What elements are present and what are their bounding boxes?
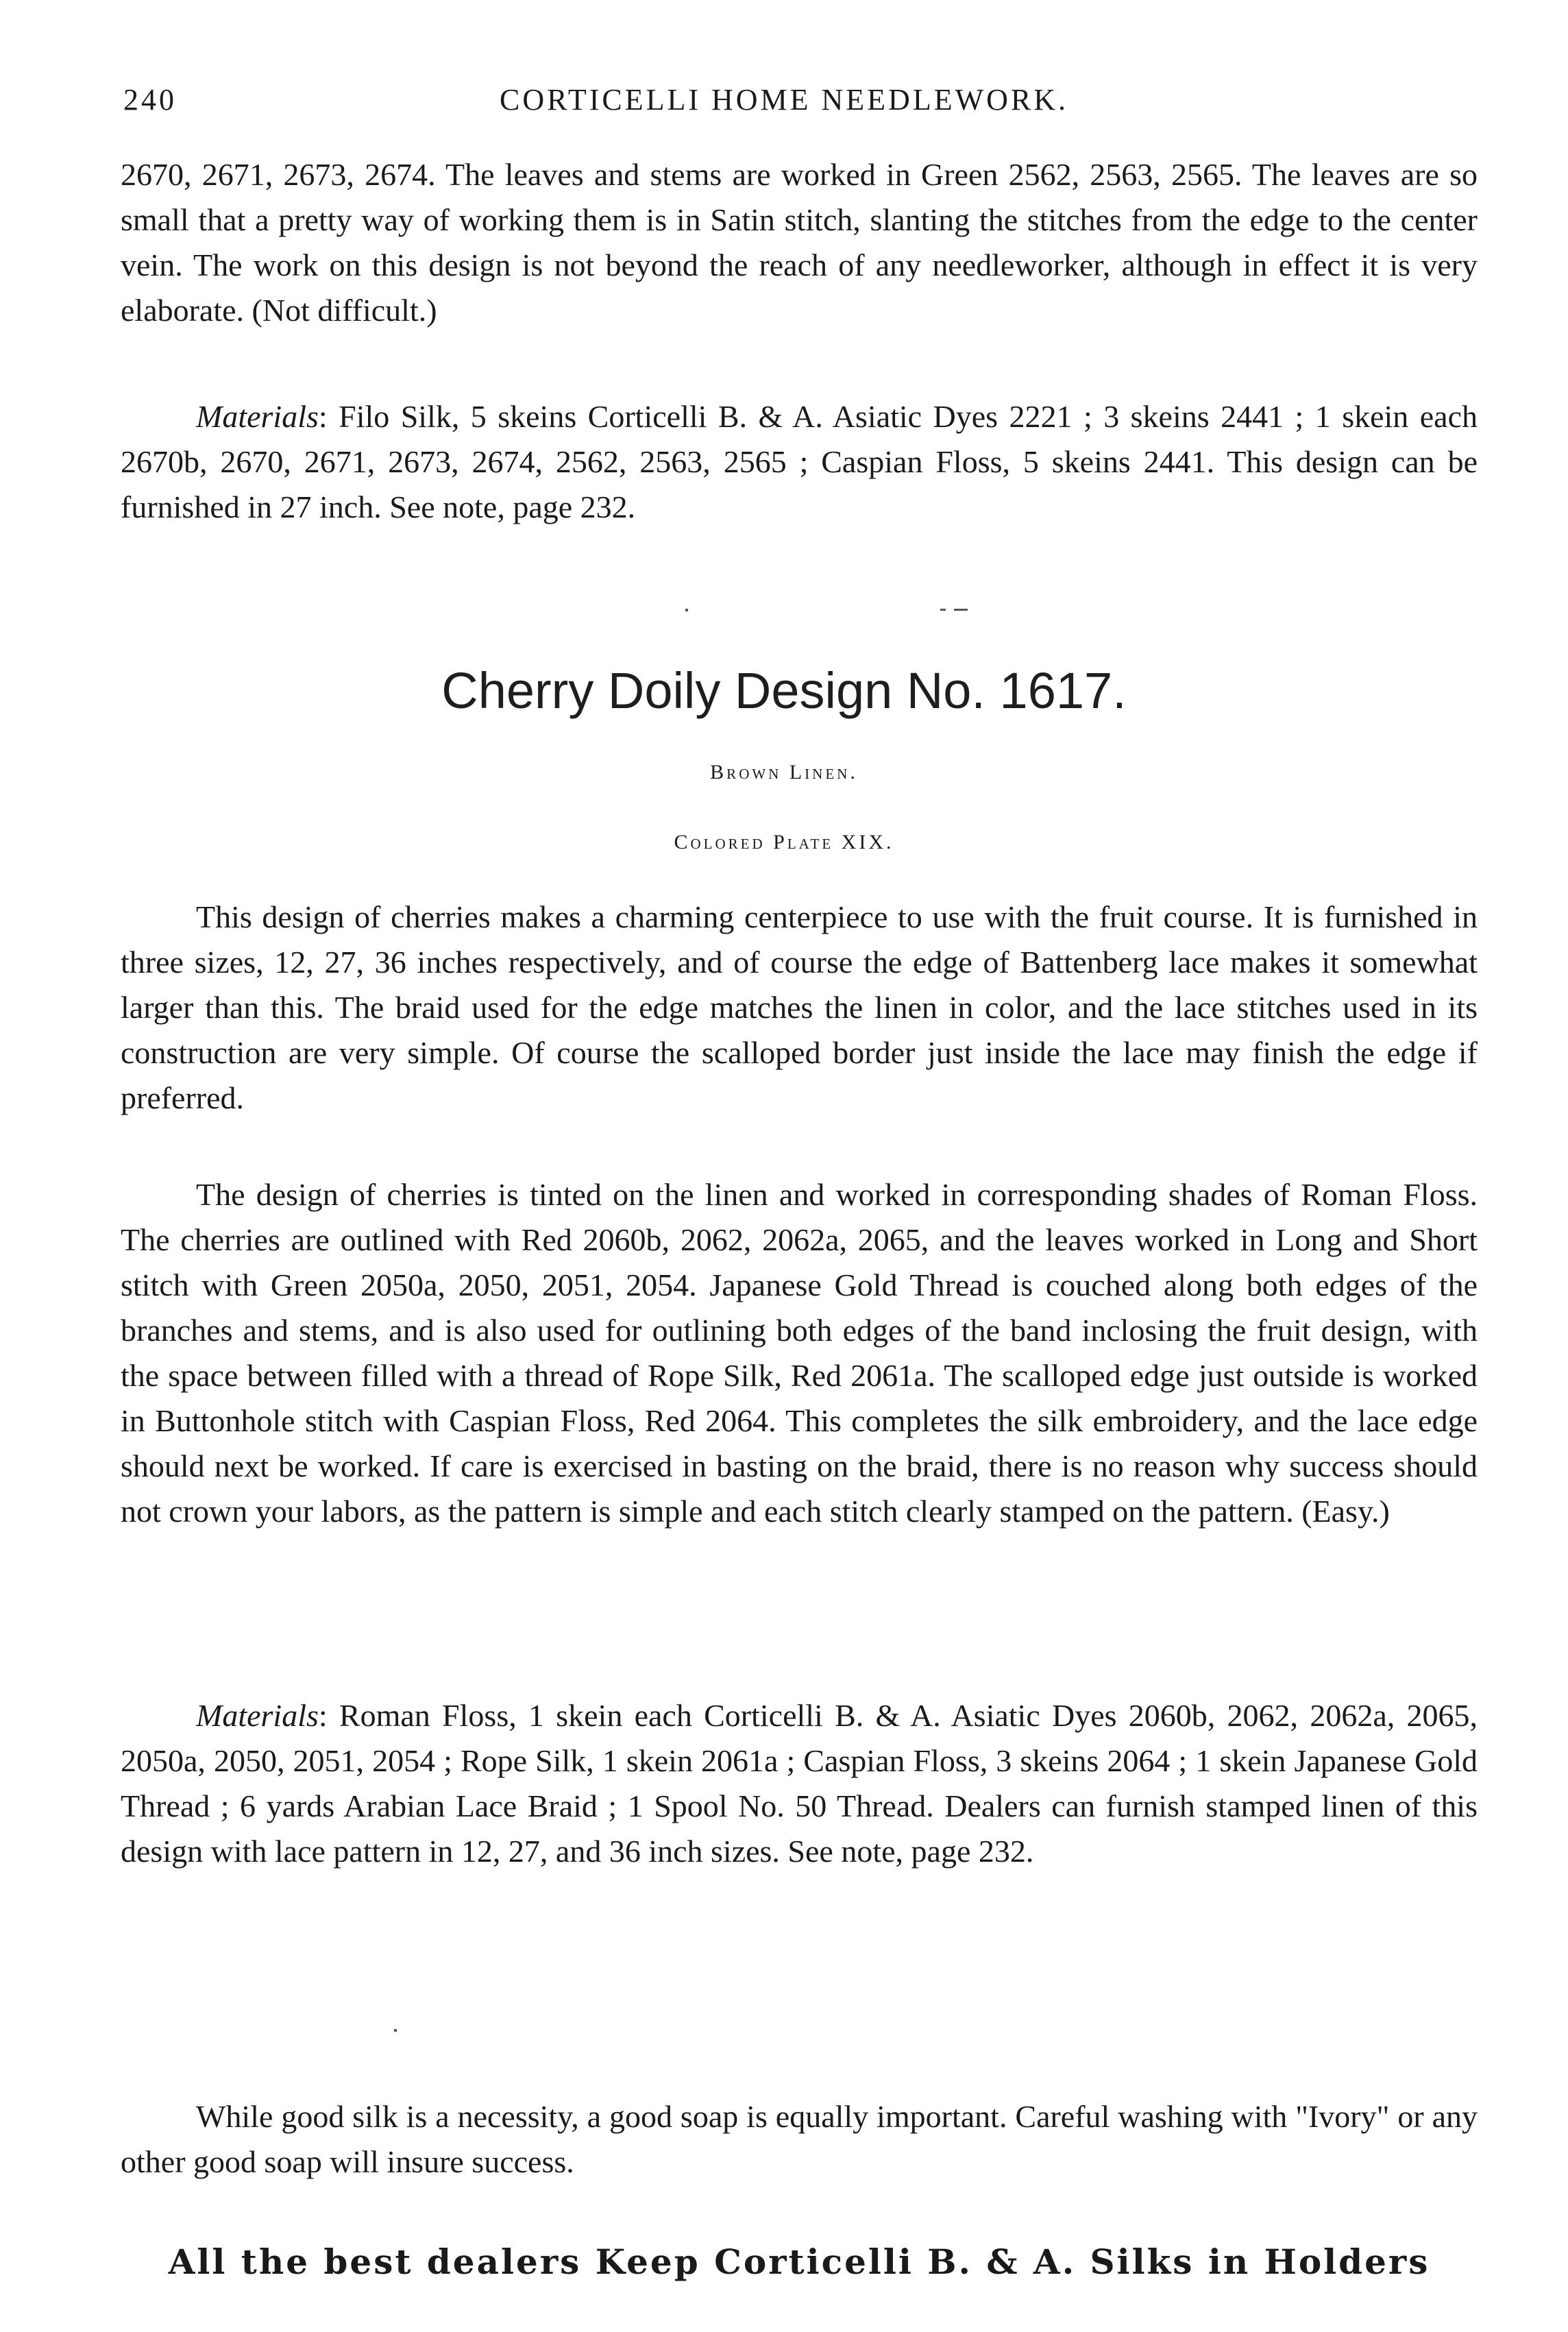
design-description-paragraph: This design of cherries makes a charming centerpiece to use with the fruit course. It is furnished in three sizes, 12, 27, 36 inches respectively, and of course the edge of Battenberg lace makes it somewhat larger than this. The braid used for the edge matches the linen in color, and the lace stitches used in its construction are very simple. Of course the scalloped border just inside the lace may finish the edge if preferred. xyxy=(121,899,1478,1115)
design-subtitle-plate: Colored Plate XIX. xyxy=(674,831,894,853)
soap-note-paragraph: While good silk is a necessity, a good soap is equally important. Careful washing with "Ivory" or any other good soap will insure success. xyxy=(121,2099,1478,2179)
materials-text-1: : Filo Silk, 5 skeins Corticelli B. & A. Asiatic Dyes 2221 ; 3 skeins 2441 ; 1 skein each 2670b, 2670, 2671, 2673, 2674, 2562, 2563, 2565 ; Caspian Floss, 5 skeins 2441. This design can be furnished in 27 inch. See note, page 232. xyxy=(121,399,1478,524)
design-title: Cherry Doily Design No. 1617. xyxy=(441,662,1127,719)
page-number: 240 xyxy=(123,83,177,117)
materials-text-2: : Roman Floss, 1 skein each Corticelli B. & A. Asiatic Dyes 2060b, 2062, 2062a, 2065, 2050a, 2050, 2051, 2054 ; Rope Silk, 1 skein 2061a ; Caspian Floss, 3 skeins 2064 ; 1 skein Japanese Gold Thread ; 6 yards Arabian Lace Braid ; 1 Spool No. 50 Thread. Dealers can furnish stamped linen of this design with lace pattern in 12, 27, and 36 inch sizes. See note, page 232. xyxy=(121,1698,1478,1869)
print-mark xyxy=(685,609,688,611)
print-mark xyxy=(394,2029,397,2032)
page-header xyxy=(117,82,1451,130)
materials-label-1: Materials xyxy=(196,399,319,434)
paragraph-continued: 2670, 2671, 2673, 2674. The leaves and stems are worked in Green 2562, 2563, 2565. The leaves are so small that a pretty way of working them is in Satin stitch, slanting the stitches from the edge to the center vein. The work on this design is not beyond the reach of any needleworker, although in effect it is very elaborate. (Not difficult.) xyxy=(121,157,1478,328)
materials-paragraph-2 xyxy=(121,1693,1478,1874)
footer-advertisement: All the best dealers Keep Corticelli B. & A. Silks in Holders xyxy=(168,2242,1430,2282)
materials-paragraph-1 xyxy=(121,394,1478,530)
print-mark xyxy=(940,609,946,611)
running-title: CORTICELLI HOME NEEDLEWORK. xyxy=(499,83,1069,117)
embroidery-instructions-paragraph: The design of cherries is tinted on the linen and worked in corresponding shades of Roman Floss. The cherries are outlined with Red 2060b, 2062, 2062a, 2065, and the leaves worked in Long and Short stitch with Green 2050a, 2050, 2051, 2054. Japanese Gold Thread is couched along both edges of the branches and stems, and is also used for outlining both edges of the band inclosing the fruit design, with the space between filled with a thread of Rope Silk, Red 2061a. The scalloped edge just outside is worked in Buttonhole stitch with Caspian Floss, Red 2064. This completes the silk embroidery, and the lace edge should next be worked. If care is exercised in basting on the braid, there is no reason why success should not crown your labors, as the pattern is simple and each stitch clearly stamped on the pattern. (Easy.) xyxy=(121,1177,1478,1529)
print-mark xyxy=(954,609,968,611)
design-subtitle-linen: Brown Linen. xyxy=(710,761,858,784)
materials-label-2: Materials xyxy=(196,1698,319,1733)
